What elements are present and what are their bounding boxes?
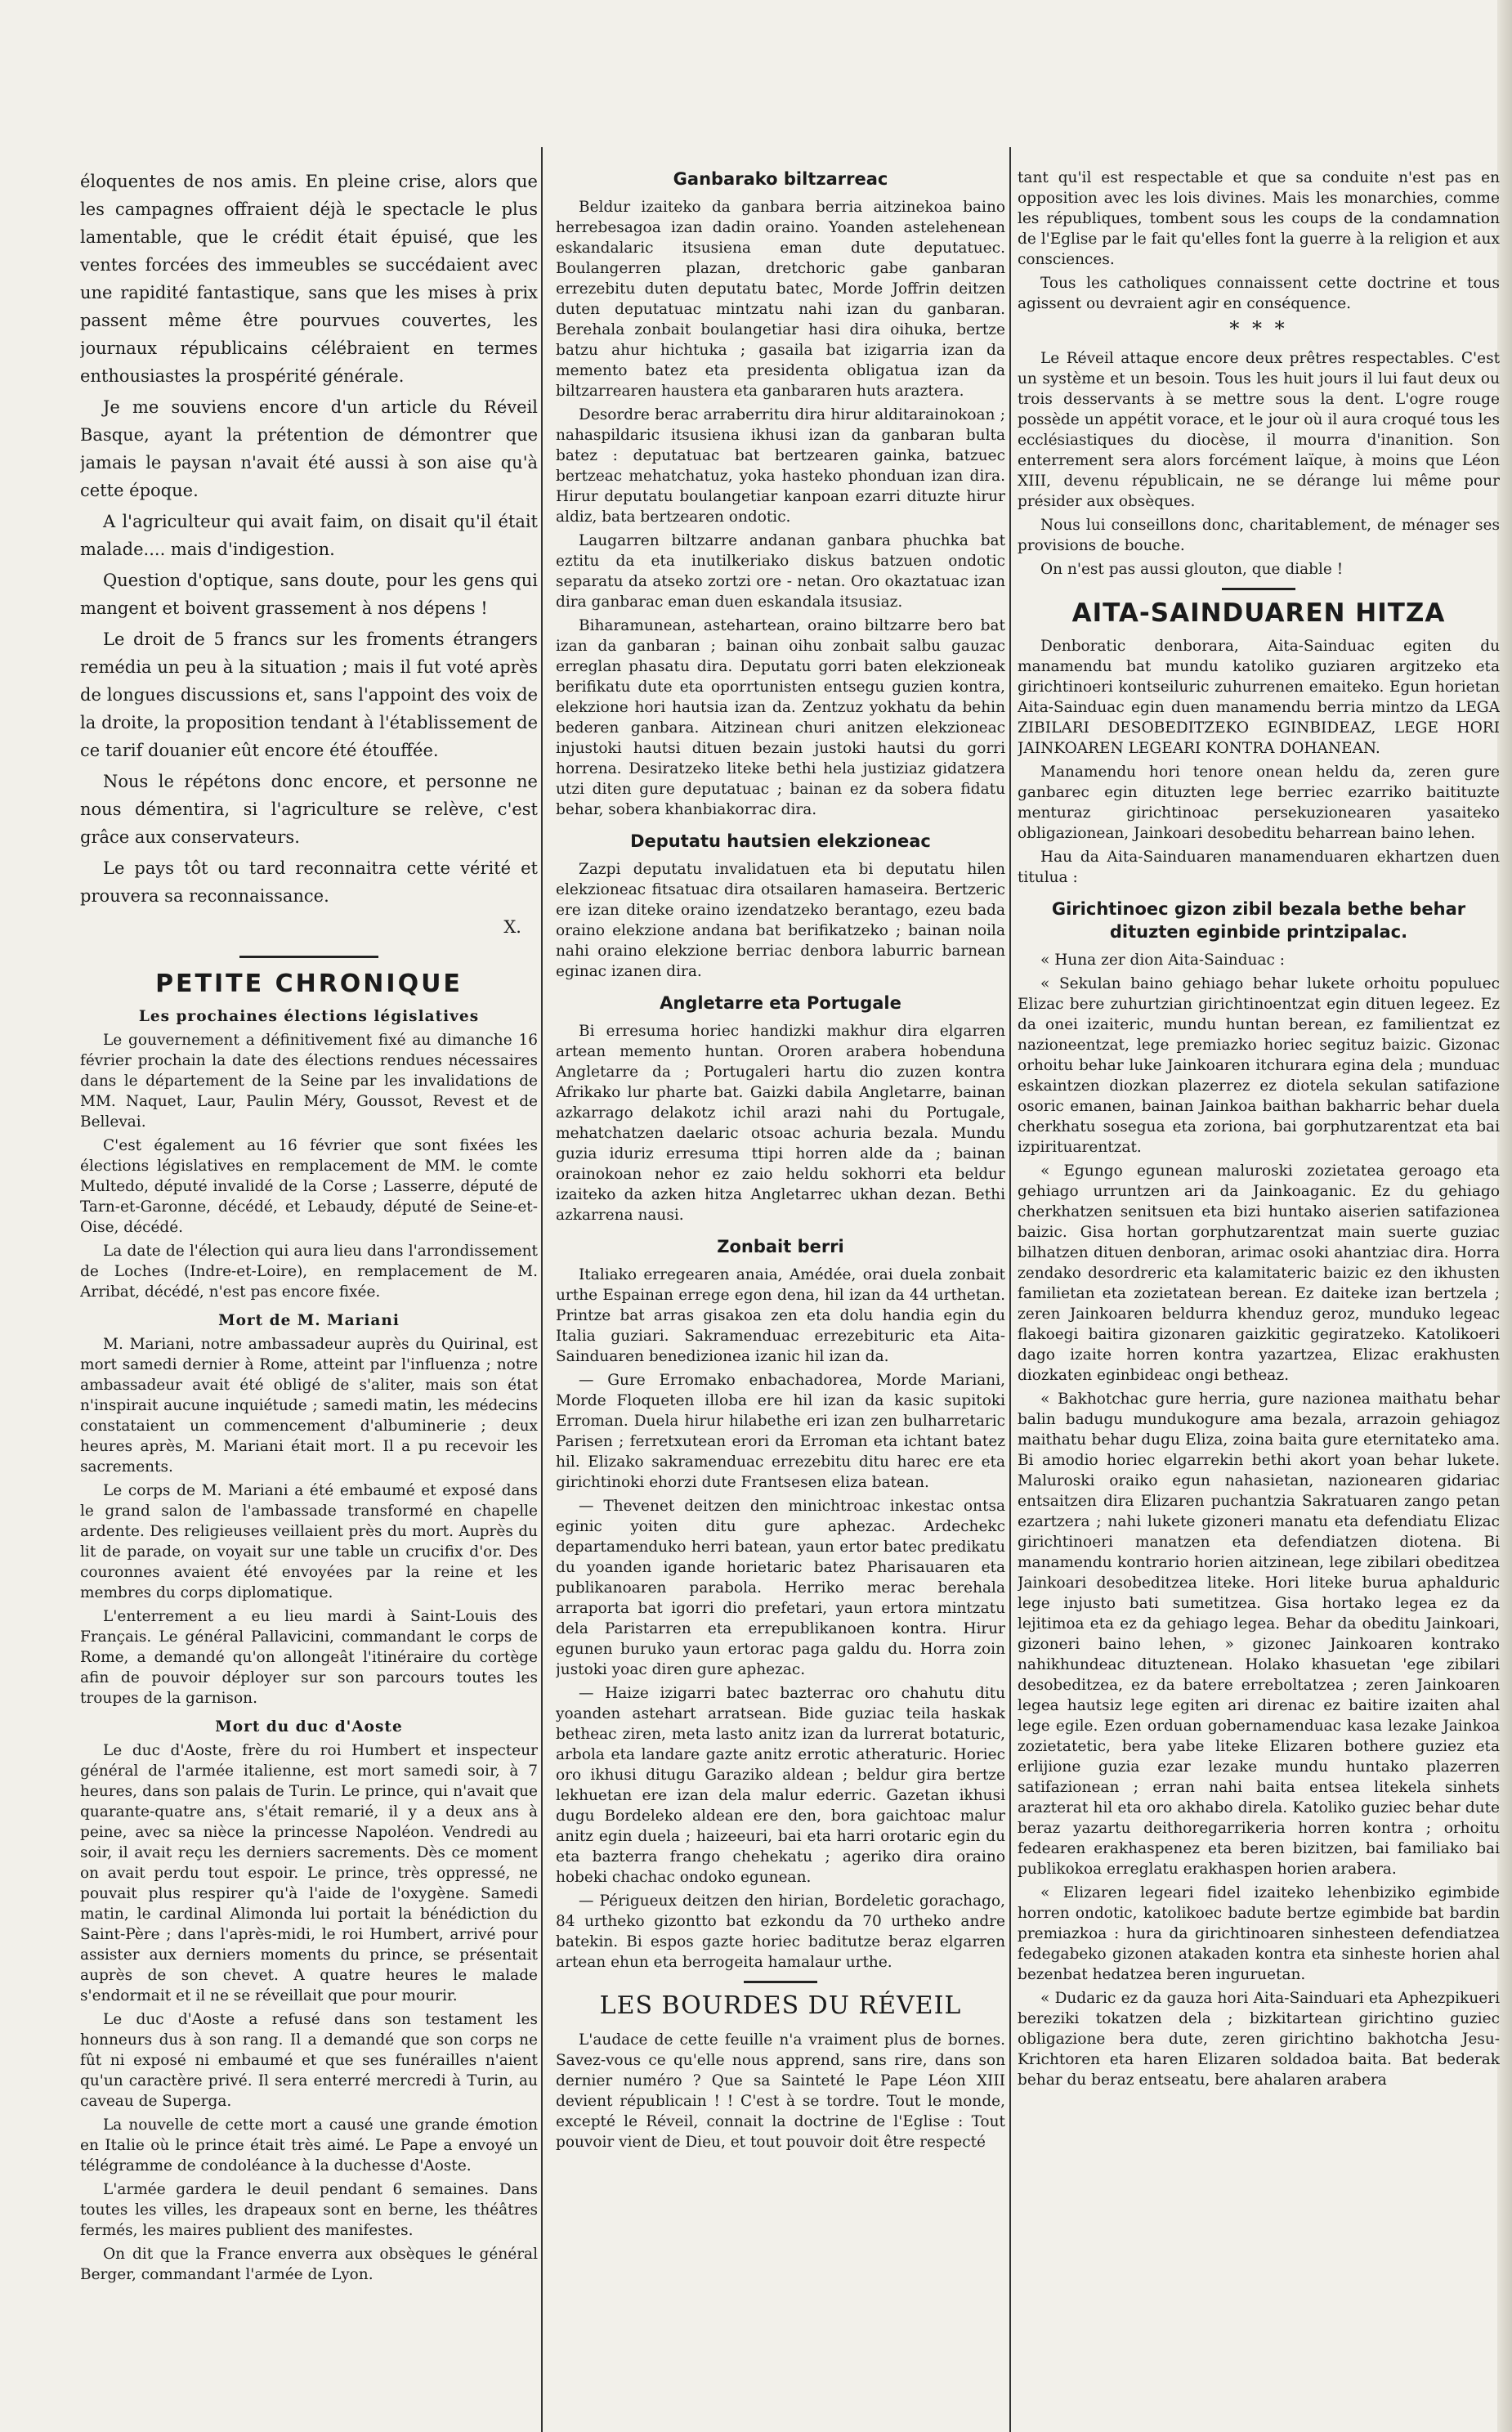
paragraph: « Bakhotchac gure herria, gure nazionea maithatu behar balin badugu mundukogure ama bezala, arrazoin gehiagoz maithatu behar dugu Eliza, zoina baita gure eternitateko ama. Bi amodio horiec elgarrekin bethi akort yoan behar lukete. Maluroski oraiko egun nahasietan, nazionearen gidariac entsaitzen dira Elizaren puchantzia Sakratuaren zango petan ezartzera ; nahi lukete gizoneri manatu eta defendiatu Elizac girichtinoeri manatzen eta defendiatzen diotena. Bi manamendu kontrario horien aitzinean, lege zibilari obeditzea Jainkoari desobeditzea liteke. Hori liteke burua aphalduric lege injusto bati sumetitzea. Gisa hortako legea ez da lejitimoa eta ez da gehiago legea. Behar da obeditu Jainkoari, gizoneri baino lehen, » gizonec Jainkoaren kontrako nahikhundeac dituztenean. Holako khasuetan 'ege zibilari desobeditzea, ez da batere erreboltatzea ; zeren Jainkoaren legea hautsiz lege egiten ari direnac ez baitire izaiten ahal lege egile. Ezen orduan gobernamenduac kasa lezake Jainkoa zozietatetic, bera yabe liteke Elizaren bothere guziez eta erlijione guzia ezar lezake mundu huntako plazerren satifazionean ; erran nahi baita entsea litekela sinhets arazterat hil eta oro akhabo direla. Katoliko guziec behar dute beraz yazartu deithoregarrikeria horren kontra ; orhoitu fedearen erakhaspenez eta beren bizitzen, bai familiako bai publikokoa erreglatu erakhaspen horien arabera.	[1018, 1391, 1500, 1878]
paragraph: « Elizaren legeari fidel izaiteko lehenbiziko egimbide horren ondotic, katolikoec badute bertze egimbide bat bardin premiazkoa : hura da girichtinoaren sinhesteen defendiatzea fedegabeko gizonen atakaden kontra eta sinheste horien ahal bezenbat hedatzea beren inguruetan.	[1018, 1884, 1500, 1983]
paragraph: Le corps de M. Mariani a été embaumé et exposé dans le grand salon de l'ambassade transformé en chapelle ardente. Des religieuses veillaient près du mort. Auprès du lit de parade, on voyait sur une table un crucifix d'or. Des couronnes avaient été envoyées par la reine et les membres du corps diplomatique.	[80, 1482, 538, 1601]
paragraph: « Huna zer dion Aita-Sainduac :	[1040, 952, 1285, 969]
subsection-title: Les prochaines élections législatives	[138, 1008, 480, 1025]
paragraph: — Thevenet deitzen den minichtroac inkestac ontsa eginic yoiten ditu gure aphezac. Ardechekc departamenduko herri batean, yaun ertor batec predikatu du yoanden igande horietaric batez Pharisauaren eta publikanoaren parabola. Herriko merac berehala arraporta bat igorri dio prefetari, yaun ertora mintzatu dela Paristarren eta errepublikanoen kontra. Hirur egunen buruko yaun ertorac paga galdu du. Horra zoin justoki yoac diren gure aphezac.	[556, 1498, 1005, 1678]
section-title: PETITE CHRONIQUE	[155, 970, 463, 998]
paragraph: Hau da Aita-Sainduaren manamenduaren ekhartzen duen titulua :	[1018, 849, 1500, 886]
column-rule	[1009, 147, 1011, 2432]
paragraph: « Dudaric ez da gauza hori Aita-Sainduari eta Aphezpikueri bereziki tokatzen dela ; bizkitartean girichtino guziec obligazione bera dute, zeren girichtino bakhotcha Jesu-Krichtoren eta haren Elizaren soldadoa baita. Bat bederak behar du beraz entseatu, bere ahalaren arabera	[1018, 1990, 1500, 2089]
column-right	[1018, 168, 1500, 2432]
paragraph: A l'agriculteur qui avait faim, on disait qu'il était malade.... mais d'indigestion.	[80, 512, 538, 559]
column-rule	[541, 147, 543, 2432]
paragraph: Biharamunean, astehartean, oraino biltzarre bero bat izan da ganbaran ; bainan oihu zonbait salbu gauzac erreglan phasatu dira. Deputatu gorri baten elekzioneak berifikatu dute eta oporrtunisten entsegu guzien kontra, elekzione hori hautsia izan da. Zentzuz yokhatu da behin bederen ganbara. Aitzinean churi anitzen elekzioneac injustoki hautsi dituen bezain justoki hautsi du gorri horrena. Desiratzeko liteke bethi hela justiziaz gidatzera utzi diten gure deputatuac ; bainan ez da sobera fidatu behar, sobera khanbiakorrac dira.	[556, 617, 1005, 818]
paragraph: Nous le répétons donc encore, et personne ne nous démentira, si l'agriculture se relève, c'est grâce aux conservateurs.	[80, 772, 538, 847]
paragraph: Laugarren biltzarre andanan ganbara phuchka bat eztitu da eta inutilkeriako diskus batzuen ondotic separatu da atseko zortzi ore - netan. Oro okaztatuac izan dira ganbarac eman duen eskandala itsusiaz.	[556, 532, 1005, 611]
bourdes-continued	[1018, 168, 1500, 580]
paragraph: L'enterrement a eu lieu mardi à Saint-Louis des Français. Le général Pallavicini, commandant le corps de Rome, a demandé qu'on allongeât l'itinéraire du cortège afin de pouvoir déployer sur son parcours toutes les troupes de la garnison.	[80, 1608, 538, 1707]
chronique-section	[80, 1008, 538, 2285]
paragraph: L'audace de cette feuille n'a vraiment plus de bornes. Savez-vous ce qu'elle nous apprend, sans rire, dans son dernier numéro ? Que sa Sainteté le Pape Léon XIII devient républicain ! ! C'est à se tordre. Tout le monde, excepté le Réveil, connait la doctrine de l'Eglise : Tout pouvoir vient de Dieu, et tout pouvoir doit être respecté	[556, 2031, 1005, 2151]
paragraph: Le duc d'Aoste, frère du roi Humbert et inspecteur général de l'armée italienne, est mort samedi soir, à 7 heures, dans son palais de Turin. Le prince, qui n'avait que quarante-quatre ans, s'était remarié, il y a deux ans à peine, avec sa nièce la princesse Napoléon. Vendredi au soir, il avait reçu les derniers sacrements. Dès ce moment on avait perdu tout espoir. Le prince, très oppressé, ne pouvait plus respirer qu'à l'aide de l'oxygène. Samedi matin, le cardinal Alimonda lui portait la bénédiction du Saint-Père ; dans l'après-midi, le roi Humbert, arrivé pour assister aux derniers moments du prince, se présentait auprès de son chevet. A quatre heures le malade s'endormait et il ne se réveillait que pour mourir.	[80, 1742, 538, 2004]
paragraph: éloquentes de nos amis. En pleine crise, alors que les campagnes offraient déjà le spectacle le plus lamentable, que le crédit était épuisé, que les ventes forcées des immeubles se succédaient avec une rapidité fantastique, sans que les mises à prix passent même être pourvues couvertes, les journaux républicains célébraient en termes enthousiastes la prospérité générale.	[80, 172, 538, 386]
paragraph: L'armée gardera le deuil pendant 6 semaines. Dans toutes les villes, les drapeaux sont en berne, les théâtres fermés, les maires publient des manifestes.	[80, 2181, 538, 2239]
paragraph: Le duc d'Aoste a refusé dans son testament les honneurs dus à son rang. Il a demandé que son corps ne fût ni exposé ni embaumé et que ses funérailles n'aient qu'un caractère privé. Il sera enterré mercredi à Turin, au caveau de Superga.	[80, 2011, 538, 2110]
paragraph: Le droit de 5 francs sur les froments étrangers remédia un peu à la situation ; mais il fut voté après de longues discussions et, sans l'appoint des voix de la droite, la proposition tendant à l'établissement de ce tarif douanier eût encore été étouffée.	[80, 629, 538, 760]
paragraph: — Gure Erromako enbachadorea, Morde Mariani, Morde Floqueten illoba ere hil izan da kasic supitoki Erroman. Duela hirur hilabethe eri izan zen bulharretaric Parisen ; ferretxutean erori da Erroman eta ichtant batez hil. Elizako sakramenduac errezebitu ditu harec ere eta girichtinoki ehorzi dute Frantsesen eliza batean.	[556, 1372, 1005, 1491]
paragraph: « Egungo egunean maluroski zozietatea geroago eta gehiago urruntzen ari da Jainkoaganic. Ez du gehiago cherkhatzen senitsuen eta bizi huntako aiserien satifazionea baizic. Gisa hortan gorphutzarentzat main suerte guziac bilhatzen dituen denboran, arimac osoki ahantziac dira. Horra zendako desordreric eta kalamitateric baizic ez den ikhusten familietan eta zozietatean berean. Ez daiteke izan bertzela ; zeren Jainkoaren beldurra khenduz geroz, mundukо legeac flakoegi baitira gizonaren gaizkitic gegiratzeko. Katolikoeri dago izaite horren kontra yazartzea, Elizac erakhusten diozkaten eginbideac ongi betheaz.	[1018, 1162, 1500, 1384]
paragraph: Desordre berac arraberritu dira hirur alditarainokoan ; nahaspildaric itsusiena ikhusi izan da ganbaran bulta batez : deputatuac bat bertzearen gainka, batzuec bertzeac mehatchatuz, yoka hasteko phonduan izan dira. Hirur deputatu boulangetiar kanpoan ezarri dituzte hirur aldiz, bata bertzearen ondotic.	[556, 406, 1005, 526]
section-divider	[744, 1981, 817, 1983]
subsection-title: Mort de M. Mariani	[218, 1312, 400, 1329]
asterism: * * *	[1229, 317, 1288, 340]
paragraph: Le Réveil attaque encore deux prêtres respectables. C'est un système et un besoin. Tous les huit jours il lui faut deux ou trois desservants à se mettre sous la dent. L'ogre rouge possède un appétit vorace, et le jour où il aura croqué tous les ecclésiastiques du diocèse, il mourra d'inanition. Son enterrement sera alors forcément laïque, à moins que Léon XIII, devenu républicain, ne se dérange lui même pour présider aux obsèques.	[1018, 350, 1500, 510]
paragraph: La nouvelle de cette mort a causé une grande émotion en Italie où le prince était très aimé. Le Pape a envoyé un télégramme de condoléance à la duchesse d'Aoste.	[80, 2116, 538, 2174]
paragraph: Italiako erregearen anaia, Amédée, orai duela zonbait urthe Espainan errege egon dena, hil izan da 44 urthetan. Printze bat arras gisakoa zen eta dolu handia egin du Italia guziari. Sakramenduac errezebituric eta Aita-Sainduaren benedizionea izanic hil izan da.	[556, 1266, 1005, 1365]
section-divider	[1222, 588, 1295, 590]
article-title: Zonbait berri	[717, 1237, 844, 1256]
section-title: AITA-SAINDUAREN HITZA	[1071, 598, 1446, 628]
paragraph: Zazpi deputatu invalidatuen eta bi deputatu hilen elekzioneac fitsatuac dira otsailaren hamaseira. Bertzeric ere izan diteke oraino izendatzeko berantago, ezeu bada oraino elekzione andana bat berifikatzeko ; bainan noila nahi oraino elekzione berriac denbora laburric barnean eginac izanen dira.	[556, 861, 1005, 980]
column-left	[80, 168, 538, 2432]
paragraph: Manamendu hori tenore onean heldu da, zeren gure ganbarec egin dituzten lege berriec ezarriko baitituzte menturaz girichtinoac persekuzionearen yasaiteko obligazionean, Jainkoari desobeditu beharrean baino lehen.	[1018, 764, 1500, 842]
paragraph: Tous les catholiques connaissent cette doctrine et tous agissent ou devraient agir en conséquence.	[1018, 275, 1500, 312]
aita-sainduaren-section	[1018, 636, 1500, 2090]
paragraph: — Haize izigarri batec bazterrac oro chahutu ditu yoanden astehart arratsean. Bide guziac teila haskak betheac ziren, meta lasto anitz izan da lurrerat botaturic, arbola eta landare gazte anitz errotic atheraturic. Horiec oro ikhusi ditugu Garaziko aldean ; beldur gira bertze lekhuetan ere izan dela malur ederric. Gazetan ikhusi dugu Bordeleko aldean ere den, bora gaichtoac malur anitz egin duela ; haizeeuri, bai eta harri orotaric egin du eta bazterra frango chehekatu ; ageriko dira oraino hobeki chachac ondoko egunean.	[556, 1685, 1005, 1886]
section-divider	[239, 956, 378, 958]
paragraph: Beldur izaiteko da ganbara berria aitzinekoa baino herrebesagoa izan dadin oraino. Yoanden astelehenean eskandalaric itsusiena eman dute deputatuec. Boulangerren plazan, dretchoric gabe ganbaran errezebitu duten deputatu batec, Morde Joffrin deitzen duten deputatuac mintzatu nahi izan du ganbaran. Berehala zonbait boulangetiar hasi dira oihuka, bertze batzu ahur hichtuka ; gasaila bat izigarria izan da memento batez eta presidenta obligatua izan da biltzarrearen haustera eta ganbararen huts araztera.	[556, 199, 1005, 400]
paragraph: On dit que la France enverra aux obsèques le général Berger, commandant l'armée de Lyon.	[80, 2246, 538, 2283]
agriculture-article	[80, 168, 538, 941]
basque-news	[556, 168, 1005, 2152]
paragraph: « Sekulan baino gehiago behar lukete orhoitu populuec Elizac bere zuhurtzian girichtinoentzat egin dituen legeez. Ez da onei izaiteric, mundu huntan berean, ez familientzat ez nazioneentzat, lege premiazko horiec segituz baizic. Gizonac orhoitu behar luke Jainkoaren itchurara egina dela ; munduac eskaintzen diozkan plazerrez ez diotela sekulan satifazione osoric emanen, bainan Jainkoa baithan bakharric behar duela cherkhatu sosegua eta zoriona, bai gorphutzarentzat eta bai izpirituarentzat.	[1018, 975, 1500, 1156]
paragraph: C'est également au 16 février que sont fixées les élections législatives en remplacement de MM. le comte Multedo, député invalidé de la Corse ; Lasserre, député de Tarn-et-Garonne, décédé, et Lebaudy, député de Seine-et-Oise, décédé.	[80, 1137, 538, 1236]
paragraph: M. Mariani, notre ambassadeur auprès du Quirinal, est mort samedi dernier à Rome, atteint par l'influenza ; notre ambassadeur avait été obligé de s'aliter, mais son état n'inspirait aucune inquiétude ; samedi matin, les médecins constataient un commencement d'albuminerie ; deux heures après, M. Mariani était mort. Il a pu recevoir les sacrements.	[80, 1336, 538, 1476]
signature: X.	[503, 917, 521, 937]
paragraph: La date de l'élection qui aura lieu dans l'arrondissement de Loches (Indre-et-Loire), en remplacement de M. Arribat, décédé, n'est pas encore fixée.	[80, 1243, 538, 1301]
paragraph: Denboratic denborara, Aita-Sainduac egiten du manamendu bat mundu katoliko guziaren argitzeko eta girichtinoeri kontseiluric zuhurrenen emaiteko. Egun horietan Aita-Sainduac egin duen manamendu berria mintzo da LEGA ZIBILARI DESOBEDITZEKO EGINBIDEAZ, LEGE HORI JAINKOAREN LEGEARI KONTRA DOHANEAN.	[1018, 638, 1500, 757]
paragraph: Je me souviens encore d'un article du Réveil Basque, ayant la prétention de démontrer que jamais le paysan n'avait été aussi à son aise qu'à cette époque.	[80, 397, 538, 500]
paragraph: Le gouvernement a définitivement fixé au dimanche 16 février prochain la date des élections rendues nécessaires dans le département de la Seine par les invalidations de MM. Naquet, Laur, Paulin Méry, Goussot, Revest et de Bellevai.	[80, 1032, 538, 1131]
paragraph: Bi erresuma horiec handizki makhur dira elgarren artean memento huntan. Ororen arabera hobenduna Angletarre da ; Portugaleri hartu dio zuzen kontra Afrikako lur pharte bat. Gaizki dabila Angletarre, bainan azkarrago delakotz ichil arazi nahi du Portugale, mehatchatzen daelaric otsoac achuria bezala. Mundu guzia iduriz erresuma ttipi horren alde da ; bainan orainokoan nehor ez zaio heldu sokhorri eta beldur izaiteko da azken hitza Angletarrec ukhan dezan. Bethi azkarrena nausi.	[556, 1023, 1005, 1224]
paragraph: — Périgueux deitzen den hirian, Bordeletic gorachago, 84 urtheko gizontto bat ezkondu da 70 urtheko andre batekin. Bi espos gazte horiec baditutze beraz elgarren artean ehun eta berrogeita hamalaur urthe.	[556, 1892, 1005, 1971]
paragraph: On n'est pas aussi glouton, que diable !	[1040, 561, 1344, 578]
subsection-title: Mort du duc d'Aoste	[215, 1718, 403, 1736]
paragraph: tant qu'il est respectable et que sa conduite n'est pas en opposition avec les lois divines. Mais les monarchies, comme les républiques, tombent sous les coups de la condamnation de l'Eglise par le fait qu'elles font la guerre à la religion et aux consciences.	[1018, 169, 1500, 268]
article-title: Angletarre eta Portugale	[660, 993, 901, 1013]
paragraph: Le pays tôt ou tard reconnaitra cette vérité et prouvera sa reconnaissance.	[80, 858, 538, 906]
article-title: Girichtinoec gizon zibil bezala bethe behar dituzten eginbide printzipalac.	[1051, 899, 1466, 942]
article-title: Ganbarako biltzarreac	[673, 169, 888, 189]
paragraph: Question d'optique, sans doute, pour les gens qui mangent et boivent grassement à nos dépens !	[80, 571, 538, 618]
paragraph: Nous lui conseillons donc, charitablement, de ménager ses provisions de bouche.	[1018, 517, 1500, 554]
article-title: Deputatu hautsien elekzioneac	[630, 831, 931, 851]
column-middle	[556, 168, 1005, 2432]
section-title: LES BOURDES DU RÉVEIL	[599, 1991, 962, 2020]
